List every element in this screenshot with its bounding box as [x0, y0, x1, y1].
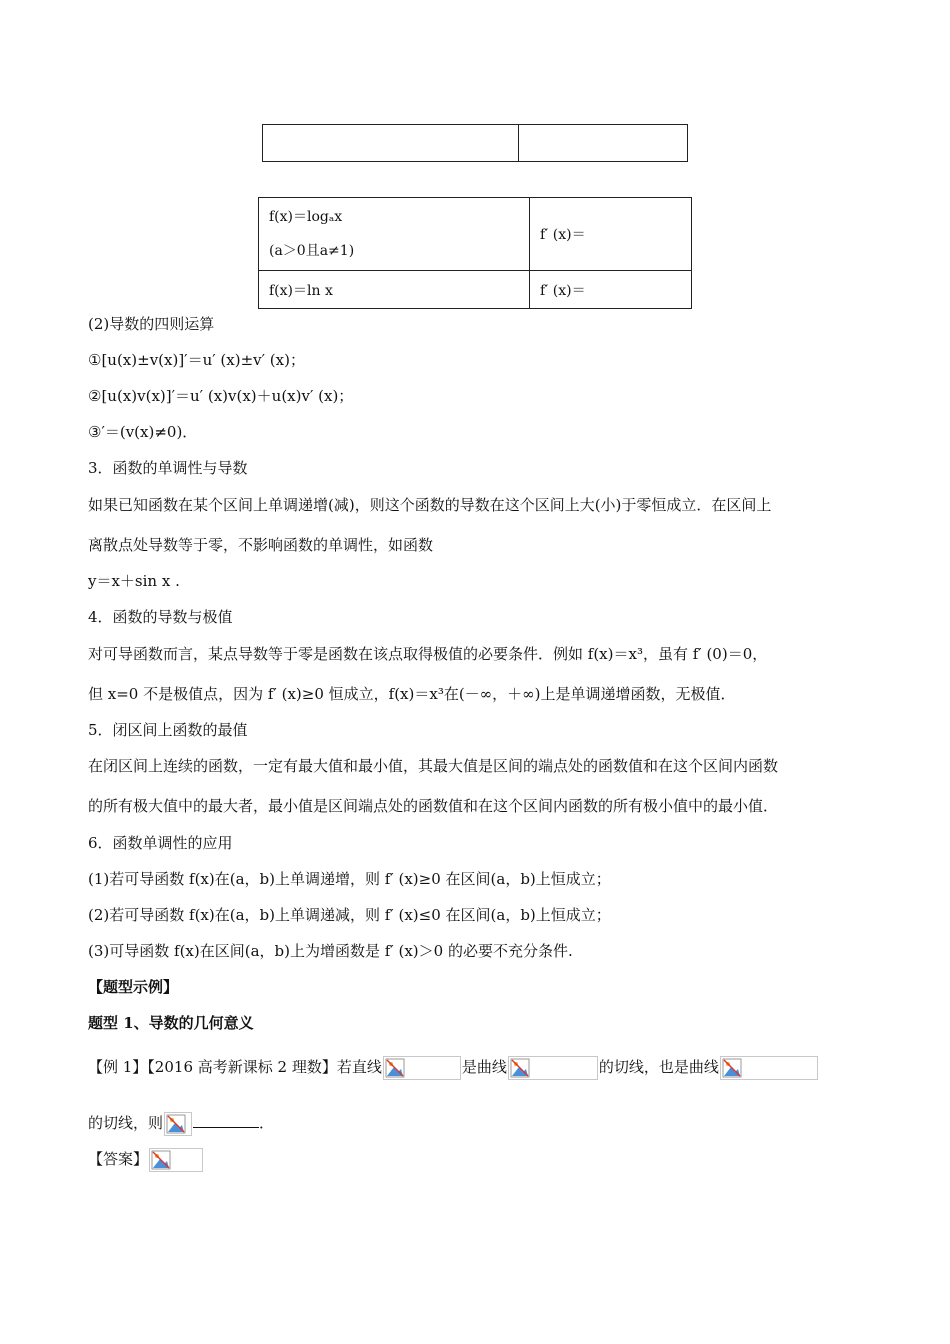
type1-title: 题型 1、导数的几何意义: [88, 1014, 254, 1032]
broken-formula-image: [383, 1056, 461, 1080]
example1-line1: [88, 1056, 819, 1080]
section5-title: 5．闭区间上函数的最值: [88, 721, 248, 739]
section4-paragraph-2: 但 x=0 不是极值点，因为 f′ (x)≥0 恒成立，f(x)＝x³在(－∞，＋∞)上是单调递增函数，无极值．: [88, 685, 736, 703]
section5-paragraph-1: 在闭区间上连续的函数，一定有最大值和最小值，其最大值是区间的端点处的函数值和在这个区间内函数: [88, 757, 779, 775]
example1-prefix: 【例 1】【2016 高考新课标 2 理数】若直线: [88, 1058, 382, 1076]
example1-mid2: 的切线，也是曲线: [598, 1058, 719, 1076]
broken-formula-image: [149, 1148, 203, 1172]
example1-end: ．: [259, 1114, 275, 1132]
broken-formula-image: [164, 1112, 192, 1136]
broken-image-icon: [166, 1114, 186, 1134]
answer-blank: [193, 1113, 259, 1128]
broken-image-icon: [151, 1150, 171, 1170]
examples-heading: 【题型示例】: [88, 978, 179, 996]
empty-cell: [263, 125, 519, 162]
section4-paragraph-1: 对可导函数而言，某点导数等于零是函数在该点取得极值的必要条件．例如 f(x)＝x³，虽有 f′ (0)＝0，: [88, 645, 768, 663]
example1-line2-text: 的切线，则: [88, 1114, 164, 1132]
section2-title: (2)导数的四则运算: [88, 315, 215, 333]
empty-cell: [519, 125, 688, 162]
answer-label: 【答案】: [88, 1150, 149, 1168]
section3-paragraph-2: 离散点处导数等于零，不影响函数的单调性，如函数: [88, 536, 434, 554]
log-derivative-cell: f′ (x)＝: [530, 198, 692, 271]
section4-title: 4．函数的导数与极值: [88, 608, 233, 626]
broken-formula-image: [720, 1056, 818, 1080]
section5-paragraph-2: 的所有极大值中的最大者，最小值是区间端点处的函数值和在这个区间内函数的所有极小值中的最小值．: [88, 797, 779, 815]
section3-example: y＝x＋sin x .: [88, 572, 180, 590]
section3-title: 3．函数的单调性与导数: [88, 459, 248, 477]
log-derivative-table: [258, 197, 692, 309]
broken-image-icon: [722, 1058, 742, 1078]
broken-image-icon: [385, 1058, 405, 1078]
example1-mid1: 是曲线: [461, 1058, 507, 1076]
rule-quotient: ③′＝(v(x)≠0)．: [88, 423, 198, 441]
log-function-cell: [259, 198, 530, 271]
rule-sum: ①[u(x)±v(x)]′＝u′ (x)±v′ (x)；: [88, 351, 305, 369]
broken-image-icon: [510, 1058, 530, 1078]
section6-item-2: (2)若可导函数 f(x)在(a，b)上单调递减，则 f′ (x)≤0 在区间(a，b)上恒成立；: [88, 906, 611, 924]
ln-derivative-cell: f′ (x)＝: [530, 271, 692, 309]
log-condition: (a＞0且a≠1): [269, 243, 355, 259]
example1-line2: [88, 1112, 274, 1136]
section6-title: 6．函数单调性的应用: [88, 834, 233, 852]
section6-item-3: (3)可导函数 f(x)在区间(a，b)上为增函数是 f′ (x)＞0 的必要不充分条件.: [88, 942, 573, 960]
answer-line: [88, 1148, 204, 1172]
broken-formula-image: [508, 1056, 598, 1080]
section3-paragraph-1: 如果已知函数在某个区间上单调递增(减)，则这个函数的导数在这个区间上大(小)于零恒成立．在区间上: [88, 496, 772, 514]
rule-product: ②[u(x)v(x)]′＝u′ (x)v(x)＋u(x)v′ (x)；: [88, 387, 354, 405]
ln-function-cell: f(x)＝ln x: [259, 271, 530, 309]
section6-item-1: (1)若可导函数 f(x)在(a，b)上单调递增，则 f′ (x)≥0 在区间(a，b)上恒成立；: [88, 870, 611, 888]
log-function: f(x)＝logₐx: [269, 209, 343, 225]
empty-table: [262, 124, 688, 162]
